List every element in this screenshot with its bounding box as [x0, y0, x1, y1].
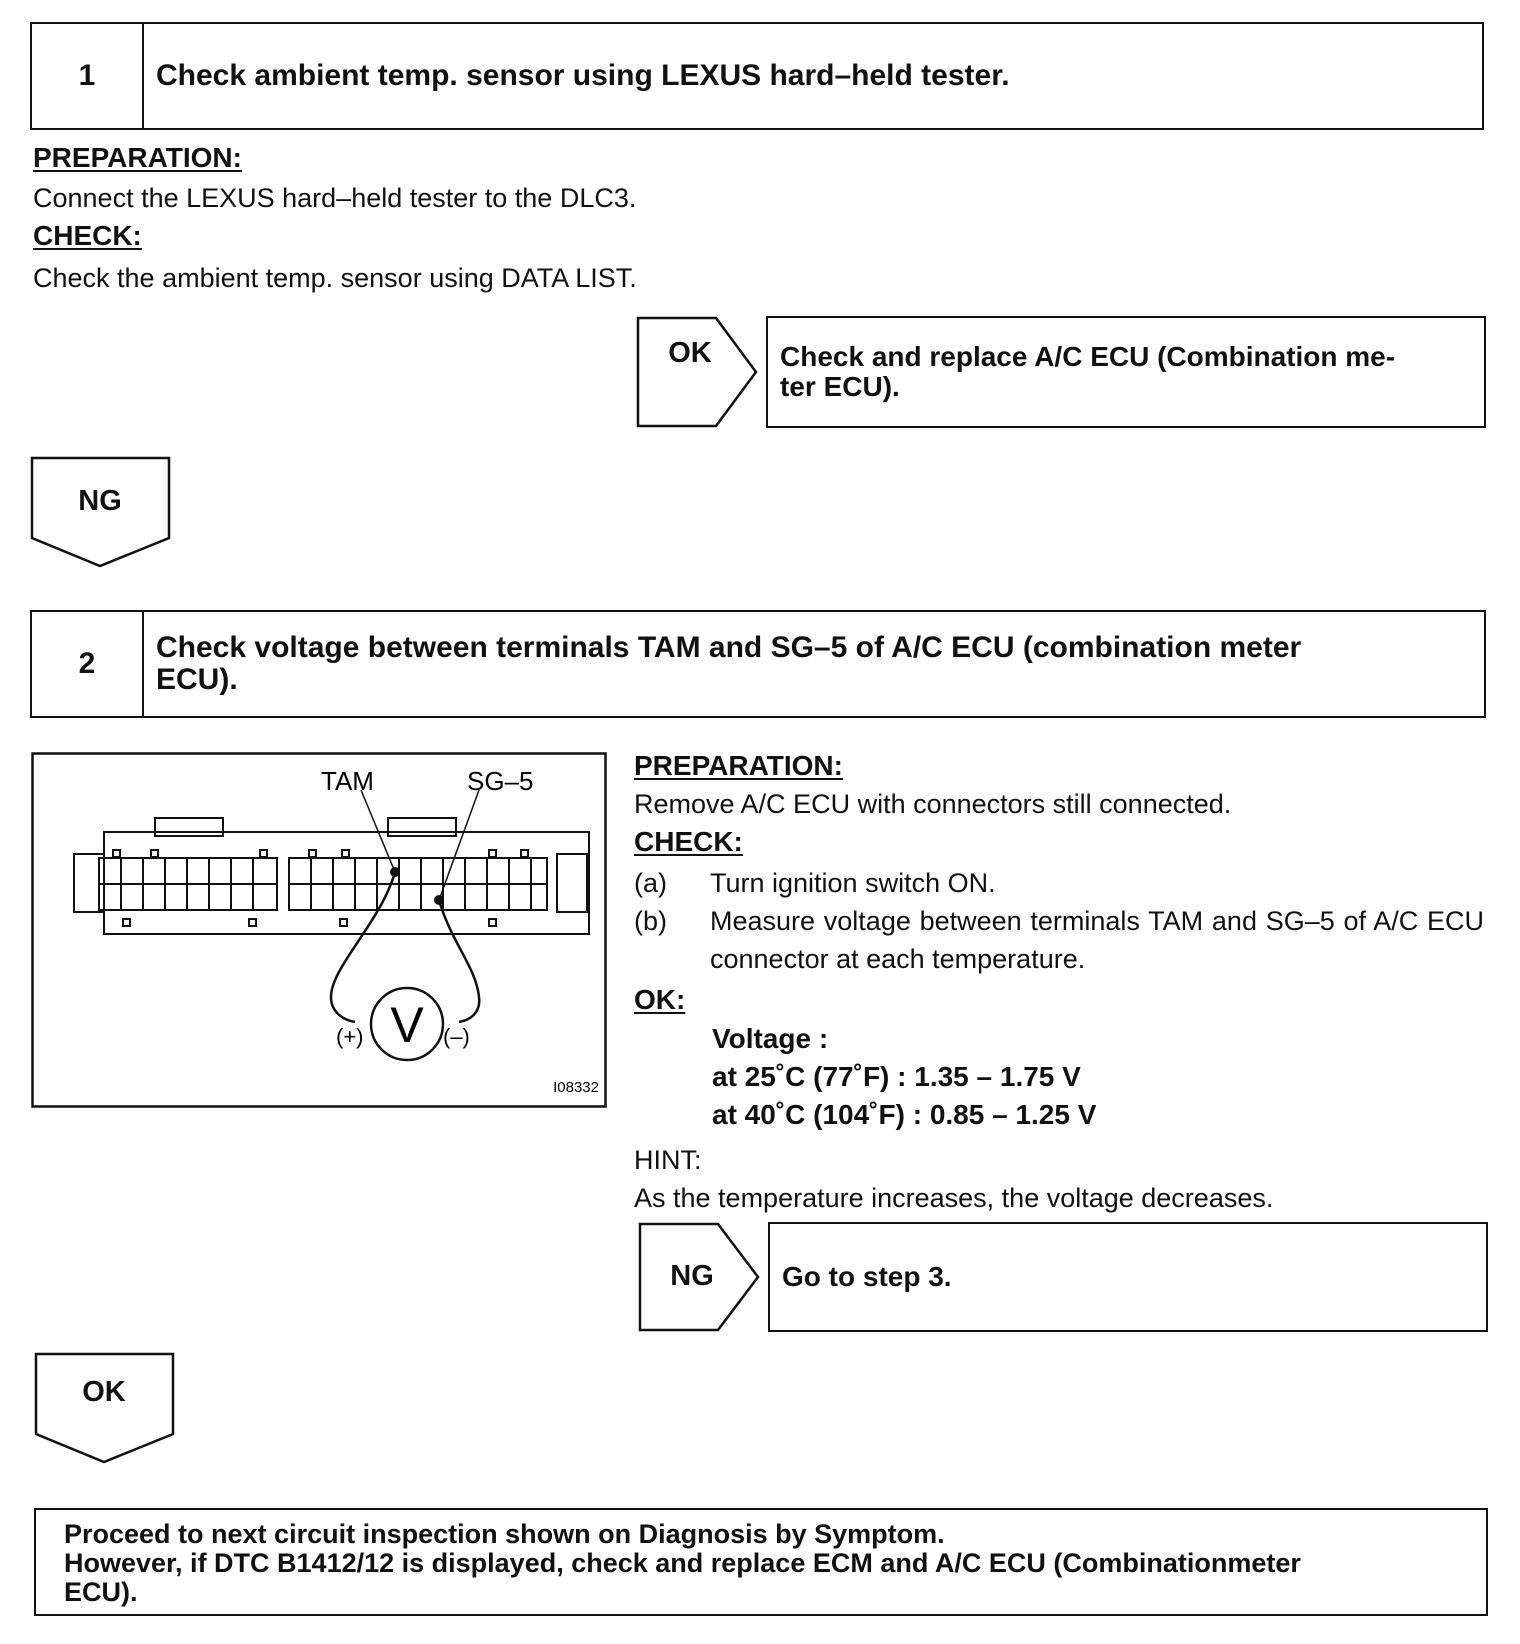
step-1-check-heading: CHECK:: [33, 220, 142, 251]
step-2-check-heading: CHECK:: [634, 826, 743, 857]
connector-diagram: [31, 752, 607, 1108]
step-2-ok-arrow: [34, 1352, 176, 1466]
sg5-label: SG–5: [467, 766, 534, 796]
voltage-spec-40c: at 40˚C (104˚F) : 0.85 – 1.25 V: [712, 1099, 1097, 1130]
step-2-hint-heading: HINT:: [634, 1145, 702, 1175]
figure-id: I08332: [553, 1079, 599, 1096]
voltmeter-symbol: V: [390, 997, 424, 1053]
check-item-text: Turn ignition switch ON.: [710, 868, 996, 898]
step-2-title: [144, 612, 1484, 716]
final-line-2: However, if DTC B1412/12 is displayed, check and replace ECM and A/C ECU (Combinationmeter: [64, 1548, 1301, 1578]
step-1-preparation-text: Connect the LEXUS hard–held tester to the DLC3.: [33, 183, 637, 213]
step-1-ok-arrow: [636, 316, 762, 428]
step-1-ok-result-line2: ter ECU).: [780, 371, 900, 402]
step-1-ok-result: [766, 316, 1486, 428]
step-2-ok-label: OK: [82, 1376, 126, 1408]
check-item-text: Measure voltage between terminals TAM and SG–5 of A/C ECU connector at each temperature.: [710, 906, 1484, 974]
step-2-header: [30, 610, 1486, 718]
minus-label: (–): [443, 1024, 470, 1049]
step-2-ng-label: NG: [670, 1260, 714, 1292]
step-2-hint-text: As the temperature increases, the voltage decreases.: [634, 1183, 1274, 1213]
step-1-ok-result-line1: Check and replace A/C ECU (Combination me-: [780, 341, 1396, 372]
step-2-number: 2: [32, 612, 144, 716]
step-2-ng-result: [768, 1222, 1488, 1332]
step-2-ng-result-text: Go to step 3.: [782, 1261, 952, 1292]
tam-label: TAM: [321, 766, 374, 796]
check-item-letter: (b): [634, 906, 667, 936]
voltage-spec-25c: at 25˚C (77˚F) : 1.35 – 1.75 V: [712, 1061, 1081, 1092]
step-1-header: [30, 22, 1484, 130]
final-line-1: Proceed to next circuit inspection shown on Diagnosis by Symptom.: [64, 1519, 945, 1549]
step-1-check-text: Check the ambient temp. sensor using DATA LIST.: [33, 263, 637, 293]
plus-label: (+): [336, 1024, 364, 1049]
step-2-title-line2: ECU).: [156, 663, 238, 696]
step-2-title-line1: Check voltage between terminals TAM and SG–5 of A/C ECU (combination meter: [156, 631, 1302, 664]
step-2-check-list: [634, 864, 1484, 978]
voltage-label: Voltage :: [712, 1023, 829, 1054]
step-1-ng-label: NG: [78, 485, 122, 517]
step-1-preparation-heading: PREPARATION:: [33, 142, 242, 173]
check-item: [634, 902, 1484, 978]
voltage-spec: [712, 1020, 1096, 1134]
step-2-ok-heading: OK:: [634, 984, 686, 1015]
step-2-preparation-text: Remove A/C ECU with connectors still connected.: [634, 789, 1232, 819]
step-1-number: 1: [32, 24, 144, 128]
final-line-3: ECU).: [64, 1577, 138, 1607]
final-instruction-box: [34, 1508, 1488, 1616]
step-1-title: Check ambient temp. sensor using LEXUS hard–held tester.: [156, 59, 1010, 92]
step-1-ok-label: OK: [668, 337, 712, 369]
check-item-letter: (a): [634, 868, 667, 898]
check-item: [634, 864, 1484, 902]
step-2-preparation-heading: PREPARATION:: [634, 750, 843, 781]
